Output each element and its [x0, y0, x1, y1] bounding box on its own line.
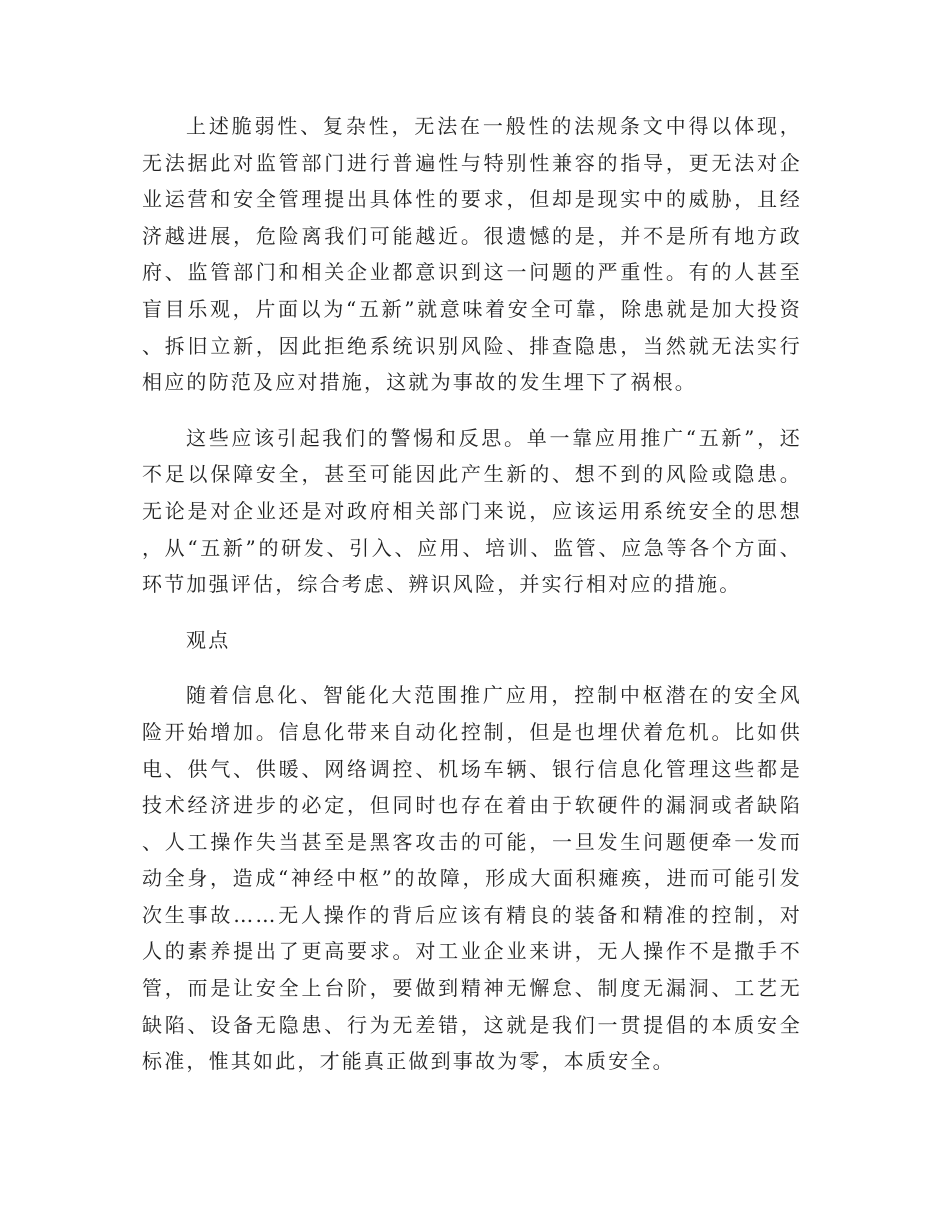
document-body [142, 108, 802, 1099]
paragraph-informatization: 随着信息化、智能化大范围推广应用，控制中枢潜在的安全风险开始增加。信息化带来自动化控制，但是也埋伏着危机。比如供电、供气、供暖、网络调控、机场车辆、银行信息化管理这些都是技术经济进步的必定，但同时也存在着由于软硬件的漏洞或者缺陷、人工操作失当甚至是黑客攻击的可能，一旦发生问题便牵一发而动全身，造成“神经中枢”的故障，形成大面积瘫痪，进而可能引发次生事故……无人操作的背后应该有精良的装备和精准的控制，对人的素养提出了更高要求。对工业企业来讲，无人操作不是撒手不管，而是让安全上台阶，要做到精神无懈怠、制度无漏洞、工艺无缺陷、设备无隐患、行为无差错，这就是我们一贯提倡的本质安全标准，惟其如此，才能真正做到事故为零，本质安全。 [142, 683, 802, 1074]
section-heading: 观点 [186, 627, 231, 652]
paragraph-reflection: 这些应该引起我们的警惕和反思。单一靠应用推广“五新”，还不足以保障安全，甚至可能因此产生新的、想不到的风险或隐患。无论是对企业还是对政府相关部门来说，应该运用系统安全的思想，从“五新”的研发、引入、应用、培训、监管、应急等各个方面、环节加强评估，综合考虑、辨识风险，并实行相对应的措施。 [142, 425, 802, 597]
paragraph-vulnerability: 上述脆弱性、复杂性，无法在一般性的法规条文中得以体现，无法据此对监管部门进行普遍性与特别性兼容的指导，更无法对企业运营和安全管理提出具体性的要求，但却是现实中的威胁，且经济越进展，危险离我们可能越近。很遗憾的是，并不是所有地方政府、监管部门和相关企业都意识到这一问题的严重性。有的人甚至盲目乐观，片面以为“五新”就意味着安全可靠，除患就是加大投资、拆旧立新，因此拒绝系统识别风险、排查隐患，当然就无法实行相应的防范及应对措施，这就为事故的发生埋下了祸根。 [142, 114, 802, 395]
